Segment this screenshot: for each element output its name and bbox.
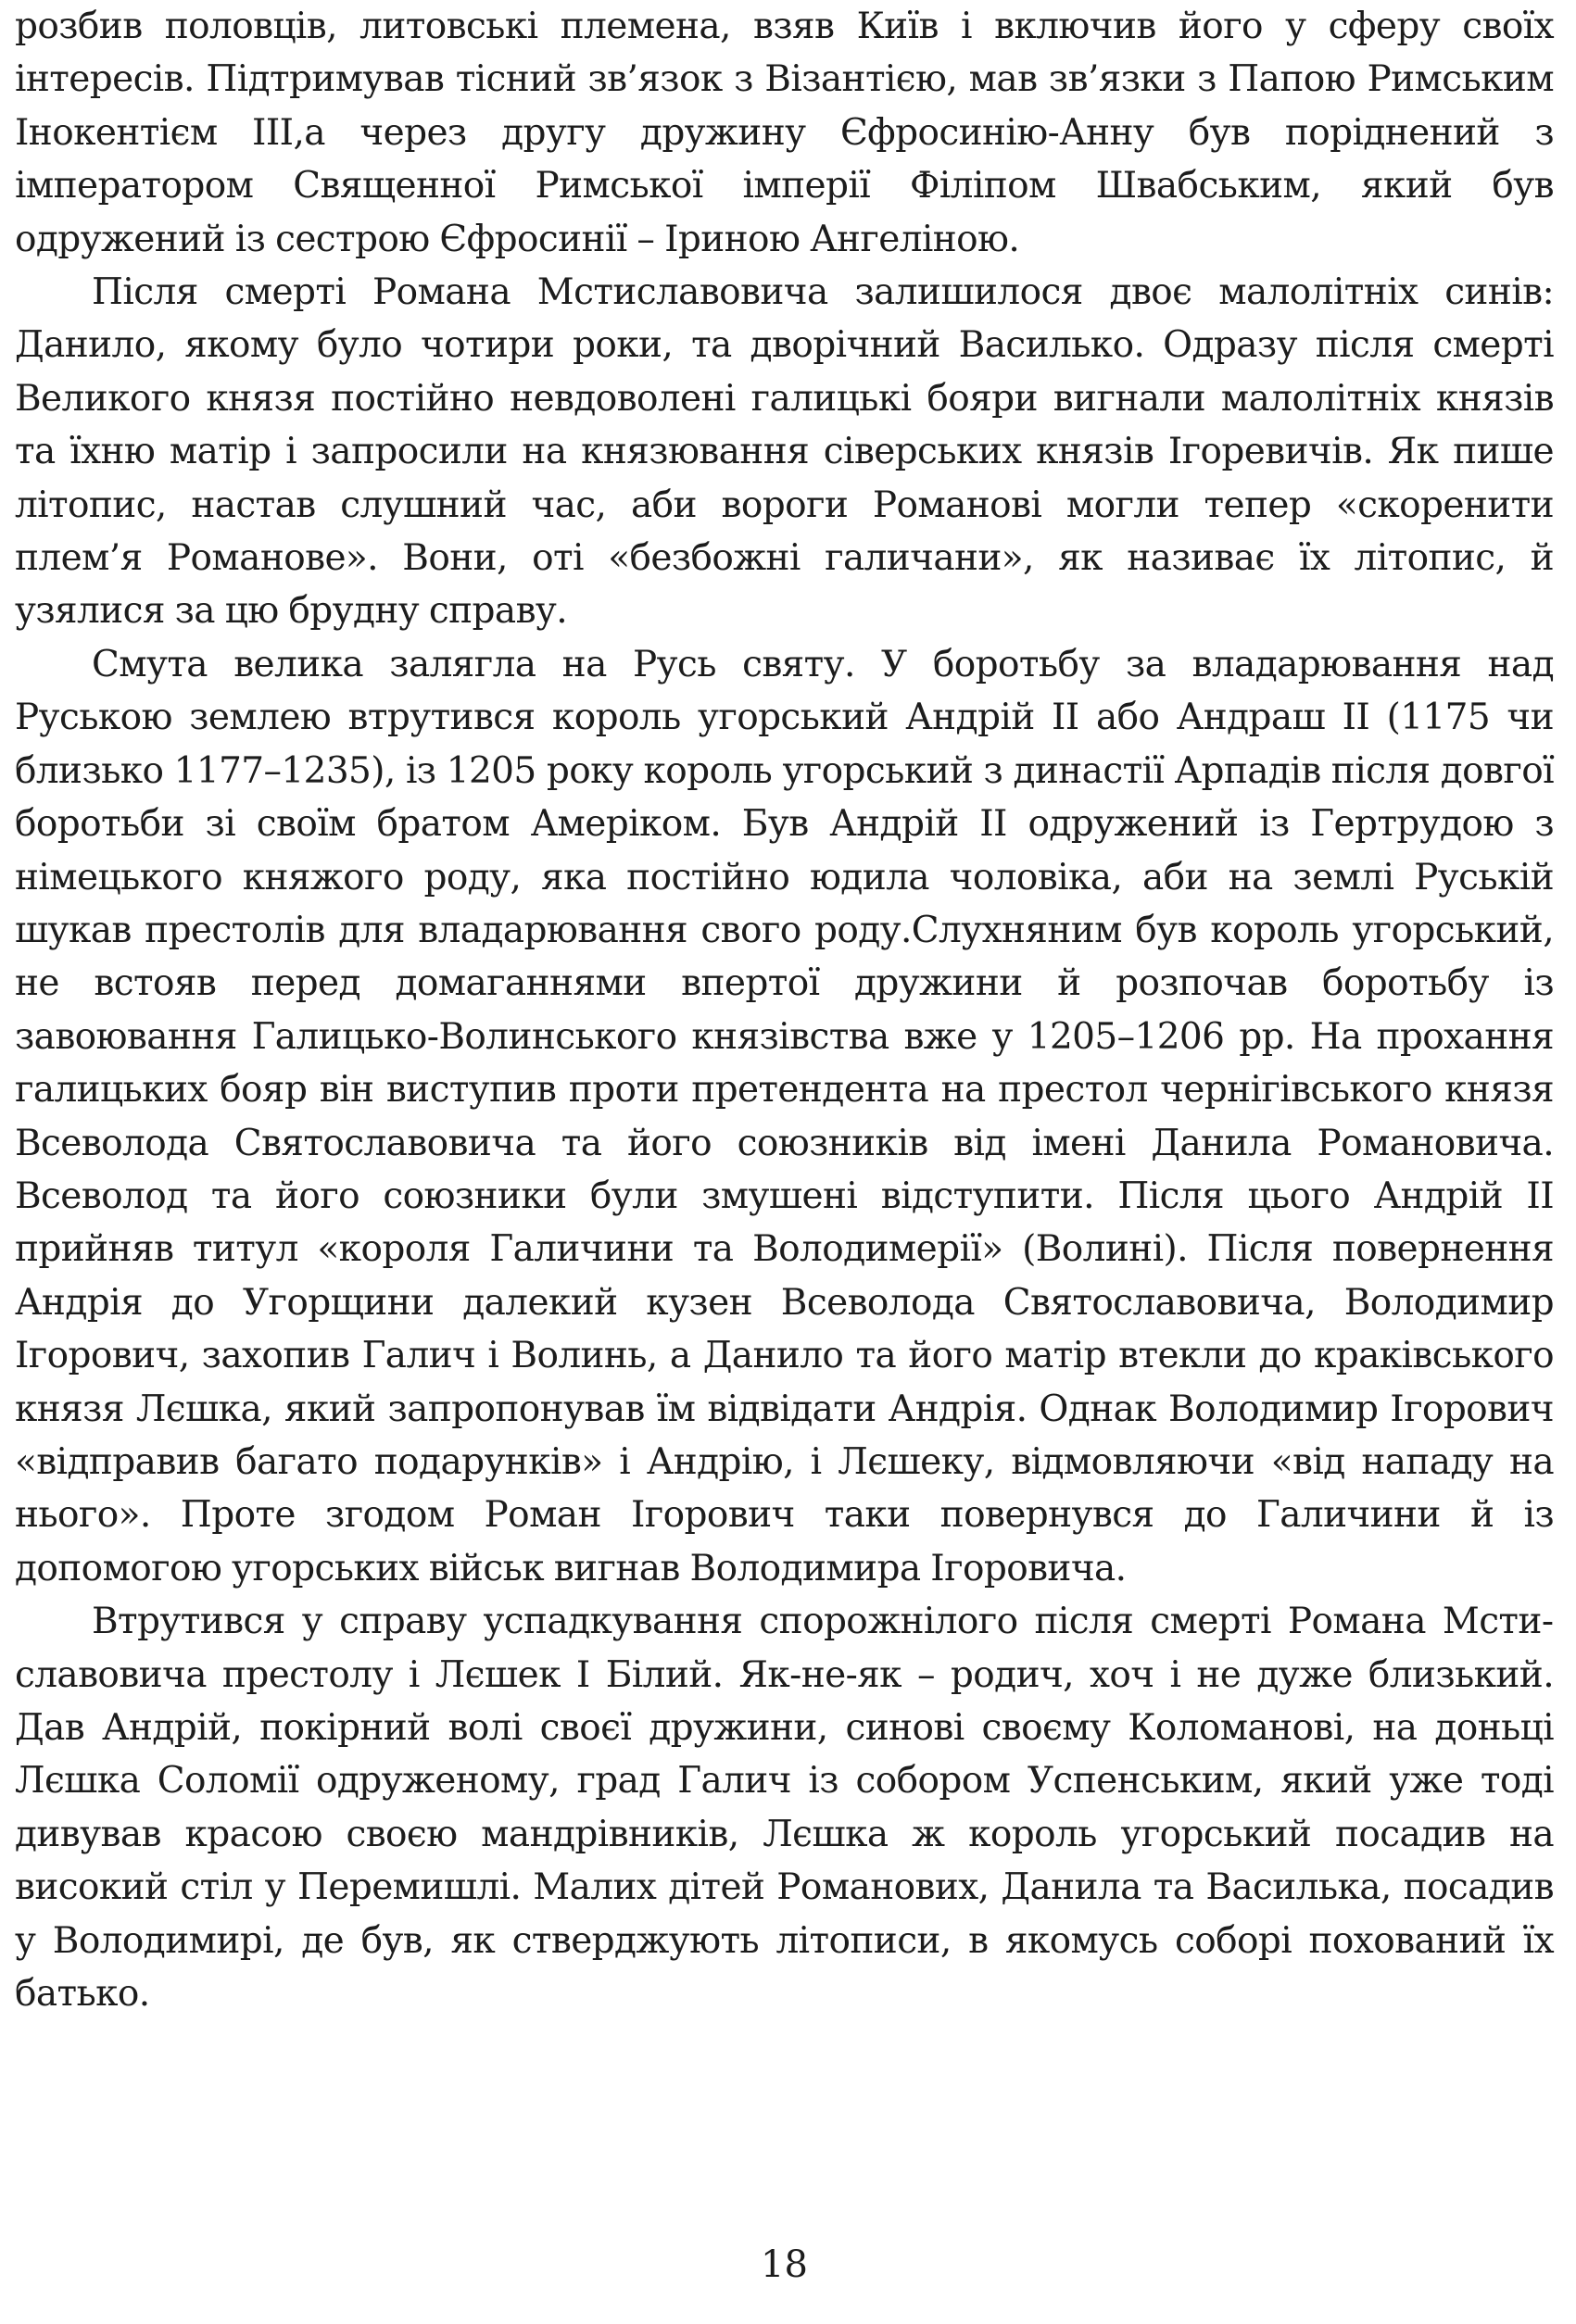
paragraph-continuation: розбив половців, литовські племена, взяв Київ і включив його у сферу своїх інтересів. Підтримував тісний зв’язок з Візантією, мав зв’язки з Папою Римським Інокентієм ІІІ,а через другу дружину Єфросинію-Анну був поріднений з імператором Священної Римської імперії Філіпом Швабським, який був одружений із сестрою Єфросинії – Іриною Ангеліною.	[15, 6, 1554, 260]
page-number: 18	[761, 2243, 808, 2286]
paragraph-romans-sons: Після смерті Романа Мстиславовича залишилося двоє малолітніх синів: Данило, якому було чотири роки, та дворічний Василько. Одразу після смерті Великого князя постійно невдоволені галицькі бояри вигнали малолітніх князів та їхню матір і запросили на князювання сіверських князів Ігоревичів. Як пише літопис, настав слушний час, аби вороги Романові могли тепер «скоренити плем’я Романове». Вони, оті «безбожні галичани», як називає їх літопис, й узялися за цю брудну справу.	[15, 271, 1554, 633]
paragraph-andrew-ii: Смута велика залягла на Русь святу. У боротьбу за владарювання над Руською землею втрутився король угорський Андрій ІІ або Андраш ІІ (1175 чи близько 1177–1235), із 1205 року король угорський з династії Арпадів після довгої боротьби зі своїм братом Амеріком. Був Андрій ІІ одружений із Гертрудою з німецького княжого роду, яка постійно юдила чоловіка, аби на землі Руській шукав престолів для владарювання свого роду.Слухняним був король угорський, не встояв перед домаганнями впертої дружини й розпочав боротьбу із завоювання Галицько-Волинського князівства вже у 1205–1206 рр. На прохання галицьких бояр він виступив проти претендента на престол чернігівського князя Всеволода Святославовича та його союзників від імені Данила Романовича. Всеволод та його союзники були змушені відступити. Після цього Андрій ІІ прийняв титул «короля Галичини та Володимерії» (Волині). Після повернення Андрія до Угорщини далекий кузен Всеволода Святославовича, Володимир Ігорович, захопив Галич і Волинь, а Данило та його матір втекли до краківського князя Лєшка, який запропонував їм відвідати Андрія. Однак Володимир Ігорович «відправив багато подарунків» і Андрію, і Лєшеку, відмовляючи «від нападу на нього». Проте згодом Роман Ігорович таки повернувся до Галичини й із допомогою угорських військ вигнав Володимира Ігоровича.	[15, 643, 1554, 1589]
body-text	[15, 0, 1554, 2020]
paragraph-leszek: Втрутився у справу успадкування спорожнілого після смерті Романа Мстиславовича престолу і Лєшек І Білий. Як-не-як – родич, хоч і не дуже близький. Дав Андрій, покірний волі своєї дружини, синові своєму Коломанові, на доньці Лєшка Соломії одруженому, град Галич із собором Успенським, який уже тоді дивував красою своєю мандрівників, Лєшка ж король угорський посадив на високий стіл у Перемишлі. Малих дітей Романових, Данила та Василька, посадив у Володимирі, де був, як стверджують літописи, в якомусь соборі похований їх батько.	[15, 1601, 1554, 2016]
book-page	[15, 0, 1554, 2324]
